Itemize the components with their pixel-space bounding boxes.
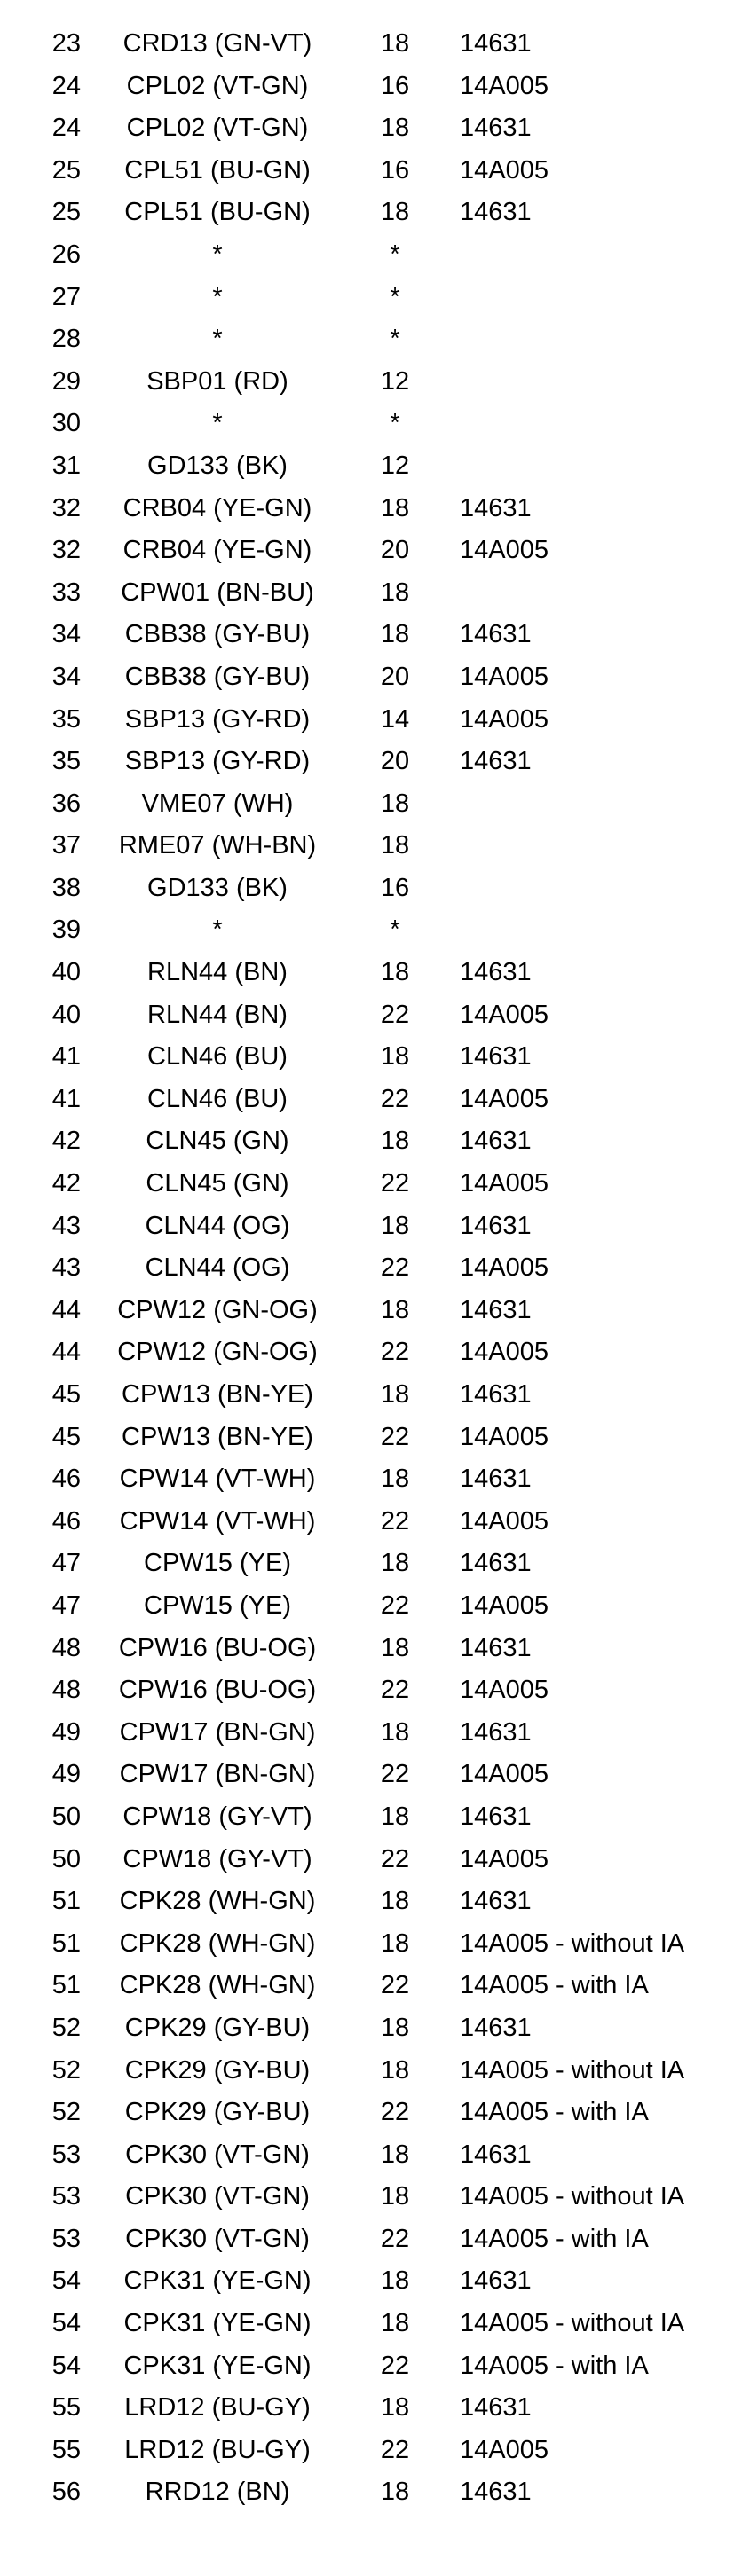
table-row [0, 234, 742, 277]
table-row [0, 66, 742, 108]
harness-note: 14631 [460, 1717, 532, 1747]
pin-number: 53 [51, 2140, 81, 2169]
harness-note: 14A005 - with IA [460, 2098, 649, 2127]
harness-note: 14631 [460, 747, 532, 776]
harness-note: 14631 [460, 958, 532, 987]
circuit-code: CPW12 (GN-OG) [117, 1338, 318, 1367]
wire-gauge: 22 [380, 1000, 410, 1029]
table-row [0, 2050, 742, 2093]
table-row [0, 2007, 742, 2050]
table-row [0, 1543, 742, 1585]
table-row [0, 614, 742, 656]
harness-note: 14A005 [460, 662, 549, 691]
wire-gauge: 16 [380, 71, 410, 100]
harness-note: 14631 [460, 493, 532, 522]
pin-number: 49 [51, 1760, 81, 1789]
wire-gauge: 22 [380, 1506, 410, 1535]
table-row [0, 783, 742, 826]
pin-number: 39 [51, 915, 81, 945]
harness-note: 14A005 [460, 1844, 549, 1873]
circuit-code: SBP13 (GY-RD) [124, 747, 311, 776]
circuit-code: RRD12 (BN) [145, 2478, 290, 2507]
wire-gauge: 22 [380, 1422, 410, 1451]
circuit-code: CPW01 (BN-BU) [121, 577, 314, 607]
pin-number: 51 [51, 1971, 81, 2000]
circuit-code: CPK31 (YE-GN) [123, 2309, 312, 2338]
wire-gauge: 22 [380, 1971, 410, 2000]
harness-note: 14631 [460, 1042, 532, 1072]
table-row [0, 1079, 742, 1121]
table-row [0, 361, 742, 404]
pin-number: 32 [51, 493, 81, 522]
harness-note: 14A005 [460, 1676, 549, 1705]
pin-number: 52 [51, 2013, 81, 2042]
wire-gauge: 22 [380, 1590, 410, 1620]
wire-gauge: 18 [380, 577, 410, 607]
circuit-code: RLN44 (BN) [147, 1000, 288, 1029]
pin-number: 52 [51, 2055, 81, 2085]
table-row [0, 1881, 742, 1923]
pin-number: 43 [51, 1253, 81, 1283]
table-row [0, 1036, 742, 1079]
table-row [0, 1290, 742, 1332]
wire-gauge: 18 [380, 1633, 410, 1662]
pin-number: 54 [51, 2309, 81, 2338]
harness-note: 14A005 [460, 155, 549, 185]
wire-gauge: 22 [380, 1676, 410, 1705]
circuit-code: CPW16 (BU-OG) [118, 1676, 317, 1705]
pin-number: 26 [51, 240, 81, 269]
pin-number: 55 [51, 2393, 81, 2423]
circuit-code: CLN45 (GN) [146, 1169, 289, 1198]
harness-note: 14A005 [460, 1084, 549, 1113]
circuit-code: CPK31 (YE-GN) [123, 2351, 312, 2380]
harness-note: 14A005 - with IA [460, 1971, 649, 2000]
table-row [0, 1585, 742, 1628]
harness-note: 14A005 [460, 1760, 549, 1789]
circuit-code: CPK30 (VT-GN) [125, 2140, 310, 2169]
wire-gauge: 18 [380, 493, 410, 522]
table-row [0, 1206, 742, 1248]
table-row [0, 741, 742, 783]
circuit-code: CBB38 (GY-BU) [124, 620, 311, 649]
wire-gauge: 18 [380, 1295, 410, 1324]
wire-gauge: 18 [380, 620, 410, 649]
pin-number: 25 [51, 198, 81, 227]
circuit-code: CPL02 (VT-GN) [126, 71, 309, 100]
wire-gauge: 20 [380, 747, 410, 776]
wire-gauge: 22 [380, 1760, 410, 1789]
pin-number: 40 [51, 1000, 81, 1029]
circuit-code: CPK28 (WH-GN) [119, 1928, 316, 1958]
table-row [0, 488, 742, 530]
harness-note: 14A005 - without IA [460, 2182, 685, 2211]
table-row [0, 1120, 742, 1163]
wire-gauge: 16 [380, 873, 410, 902]
wire-gauge: * [390, 915, 400, 945]
harness-note: 14631 [460, 1802, 532, 1831]
table-row [0, 994, 742, 1037]
harness-note: 14A005 - without IA [460, 2055, 685, 2085]
wire-gauge: 18 [380, 1465, 410, 1494]
wire-gauge: 18 [380, 958, 410, 987]
wire-gauge: 18 [380, 2013, 410, 2042]
wire-gauge: 18 [380, 2478, 410, 2507]
table-row [0, 2092, 742, 2134]
harness-note: 14A005 [460, 536, 549, 565]
circuit-code: CPK29 (GY-BU) [124, 2055, 311, 2085]
harness-note: 14631 [460, 620, 532, 649]
table-row [0, 1965, 742, 2007]
harness-note: 14631 [460, 29, 532, 58]
pin-number: 54 [51, 2266, 81, 2296]
pin-number: 28 [51, 325, 81, 354]
table-row [0, 1669, 742, 1712]
harness-note: 14631 [460, 114, 532, 143]
wire-gauge: 22 [380, 2098, 410, 2127]
table-row [0, 1923, 742, 1966]
table-row [0, 1712, 742, 1755]
harness-note: 14A005 - with IA [460, 2224, 649, 2253]
table-row [0, 192, 742, 234]
circuit-code: CPL02 (VT-GN) [126, 114, 309, 143]
wire-gauge: 22 [380, 2224, 410, 2253]
pin-number: 31 [51, 451, 81, 480]
circuit-code: CLN46 (BU) [147, 1042, 288, 1072]
table-row [0, 403, 742, 445]
pin-number: 50 [51, 1802, 81, 1831]
table-row [0, 572, 742, 615]
pin-number: 47 [51, 1590, 81, 1620]
circuit-code: CPW12 (GN-OG) [117, 1295, 318, 1324]
wire-gauge: 12 [380, 451, 410, 480]
circuit-code: CPL51 (BU-GN) [124, 198, 311, 227]
wire-gauge: 20 [380, 662, 410, 691]
circuit-code: CPK30 (VT-GN) [125, 2182, 310, 2211]
table-row [0, 909, 742, 952]
table-row [0, 1839, 742, 1881]
pin-number: 24 [51, 114, 81, 143]
circuit-code: CLN46 (BU) [147, 1084, 288, 1113]
harness-note: 14631 [460, 1465, 532, 1494]
circuit-code: CLN44 (OG) [145, 1253, 290, 1283]
harness-note: 14631 [460, 2393, 532, 2423]
wire-gauge: 22 [380, 1084, 410, 1113]
table-row [0, 2176, 742, 2219]
table-row [0, 150, 742, 192]
table-row [0, 2134, 742, 2177]
table-row [0, 2387, 742, 2430]
circuit-code: CPW15 (YE) [144, 1549, 291, 1578]
harness-note: 14A005 [460, 1338, 549, 1367]
circuit-code: CPW16 (BU-OG) [118, 1633, 317, 1662]
wire-gauge: 18 [380, 1717, 410, 1747]
circuit-code: SBP01 (RD) [146, 366, 288, 396]
circuit-code: CPK29 (GY-BU) [124, 2098, 311, 2127]
circuit-code: CPW15 (YE) [144, 1590, 291, 1620]
circuit-code: GD133 (BK) [147, 873, 288, 902]
table-row [0, 1458, 742, 1501]
circuit-code: CPW14 (VT-WH) [119, 1506, 316, 1535]
pin-number: 34 [51, 662, 81, 691]
circuit-code: RLN44 (BN) [147, 958, 288, 987]
circuit-code: * [212, 915, 223, 945]
circuit-code: * [212, 240, 223, 269]
wire-gauge: 18 [380, 1127, 410, 1156]
wire-gauge: 18 [380, 1887, 410, 1916]
pin-number: 53 [51, 2182, 81, 2211]
circuit-code: CPK28 (WH-GN) [119, 1971, 316, 2000]
harness-note: 14631 [460, 1549, 532, 1578]
harness-note: 14A005 [460, 2435, 549, 2464]
circuit-code: CPW17 (BN-GN) [119, 1760, 316, 1789]
pin-number: 24 [51, 71, 81, 100]
table-row [0, 2260, 742, 2303]
table-row [0, 277, 742, 319]
table-row [0, 952, 742, 994]
pin-number: 25 [51, 155, 81, 185]
pin-number: 45 [51, 1380, 81, 1409]
pin-number: 56 [51, 2478, 81, 2507]
pin-number: 37 [51, 831, 81, 860]
wire-gauge: 18 [380, 2140, 410, 2169]
connector-pinout-table [0, 23, 742, 2514]
pin-number: 50 [51, 1844, 81, 1873]
pin-number: 51 [51, 1887, 81, 1916]
table-row [0, 2219, 742, 2261]
circuit-code: CLN45 (GN) [146, 1127, 289, 1156]
circuit-code: CPW13 (BN-YE) [122, 1422, 313, 1451]
circuit-code: VME07 (WH) [141, 789, 294, 818]
wire-gauge: * [390, 409, 400, 438]
wire-gauge: 18 [380, 1042, 410, 1072]
circuit-code: RME07 (WH-BN) [118, 831, 317, 860]
harness-note: 14631 [460, 1887, 532, 1916]
harness-note: 14631 [460, 1633, 532, 1662]
circuit-code: SBP13 (GY-RD) [124, 704, 311, 734]
harness-note: 14631 [460, 1380, 532, 1409]
harness-note: 14A005 [460, 71, 549, 100]
wire-gauge: 18 [380, 2393, 410, 2423]
wire-gauge: 18 [380, 1928, 410, 1958]
harness-note: 14A005 [460, 1000, 549, 1029]
table-row [0, 530, 742, 572]
pin-number: 48 [51, 1633, 81, 1662]
table-row [0, 2345, 742, 2388]
pin-number: 45 [51, 1422, 81, 1451]
pin-number: 38 [51, 873, 81, 902]
wire-gauge: 18 [380, 2182, 410, 2211]
wire-gauge: 22 [380, 2351, 410, 2380]
table-row [0, 656, 742, 699]
pin-number: 35 [51, 704, 81, 734]
circuit-code: * [212, 409, 223, 438]
wire-gauge: 22 [380, 1169, 410, 1198]
circuit-code: CRB04 (YE-GN) [122, 493, 312, 522]
wire-gauge: 22 [380, 1338, 410, 1367]
table-row [0, 1796, 742, 1839]
pin-number: 36 [51, 789, 81, 818]
harness-note: 14631 [460, 2478, 532, 2507]
circuit-code: CBB38 (GY-BU) [124, 662, 311, 691]
wire-gauge: 18 [380, 831, 410, 860]
table-row [0, 1754, 742, 1796]
pin-number: 52 [51, 2098, 81, 2127]
wire-gauge: 18 [380, 1211, 410, 1240]
pin-number: 48 [51, 1676, 81, 1705]
table-row [0, 1417, 742, 1459]
pin-number: 46 [51, 1465, 81, 1494]
wire-gauge: 14 [380, 704, 410, 734]
table-row [0, 23, 742, 66]
circuit-code: CPW14 (VT-WH) [119, 1465, 316, 1494]
circuit-code: CPW13 (BN-YE) [122, 1380, 313, 1409]
harness-note: 14A005 [460, 1169, 549, 1198]
harness-note: 14A005 - with IA [460, 2351, 649, 2380]
table-row [0, 445, 742, 488]
wire-gauge: 12 [380, 366, 410, 396]
circuit-code: CPK29 (GY-BU) [124, 2013, 311, 2042]
table-row [0, 1331, 742, 1374]
harness-note: 14631 [460, 198, 532, 227]
pin-number: 33 [51, 577, 81, 607]
table-row [0, 2303, 742, 2345]
pin-number: 49 [51, 1717, 81, 1747]
circuit-code: CPW17 (BN-GN) [119, 1717, 316, 1747]
circuit-code: * [212, 282, 223, 311]
wire-gauge: 18 [380, 789, 410, 818]
pin-number: 42 [51, 1127, 81, 1156]
harness-note: 14631 [460, 1211, 532, 1240]
pin-number: 41 [51, 1042, 81, 1072]
table-row [0, 1628, 742, 1670]
harness-note: 14631 [460, 1295, 532, 1324]
wire-gauge: 22 [380, 1253, 410, 1283]
pin-number: 44 [51, 1295, 81, 1324]
table-row [0, 1501, 742, 1543]
circuit-code: LRD12 (BU-GY) [124, 2435, 311, 2464]
wire-gauge: 18 [380, 114, 410, 143]
harness-note: 14A005 [460, 1422, 549, 1451]
harness-note: 14631 [460, 2013, 532, 2042]
wire-gauge: 18 [380, 29, 410, 58]
wire-gauge: 22 [380, 1844, 410, 1873]
pin-number: 23 [51, 29, 81, 58]
circuit-code: CRB04 (YE-GN) [122, 536, 312, 565]
harness-note: 14631 [460, 2266, 532, 2296]
wire-gauge: * [390, 282, 400, 311]
circuit-code: * [212, 325, 223, 354]
wire-gauge: 18 [380, 1549, 410, 1578]
circuit-code: CRD13 (GN-VT) [122, 29, 312, 58]
wire-gauge: 18 [380, 198, 410, 227]
harness-note: 14A005 - without IA [460, 2309, 685, 2338]
table-row [0, 825, 742, 868]
pin-number: 35 [51, 747, 81, 776]
wire-gauge: 18 [380, 1802, 410, 1831]
pin-number: 47 [51, 1549, 81, 1578]
pin-number: 53 [51, 2224, 81, 2253]
circuit-code: CPW18 (GY-VT) [122, 1802, 312, 1831]
pin-number: 42 [51, 1169, 81, 1198]
harness-note: 14A005 [460, 1253, 549, 1283]
wire-gauge: 20 [380, 536, 410, 565]
pin-number: 43 [51, 1211, 81, 1240]
pin-number: 46 [51, 1506, 81, 1535]
pin-number: 44 [51, 1338, 81, 1367]
harness-note: 14A005 - without IA [460, 1928, 685, 1958]
harness-note: 14631 [460, 1127, 532, 1156]
harness-note: 14A005 [460, 1590, 549, 1620]
table-row [0, 2430, 742, 2472]
table-row [0, 699, 742, 742]
table-row [0, 1374, 742, 1417]
harness-note: 14A005 [460, 1506, 549, 1535]
pin-number: 51 [51, 1928, 81, 1958]
circuit-code: GD133 (BK) [147, 451, 288, 480]
pin-number: 40 [51, 958, 81, 987]
table-row [0, 868, 742, 910]
circuit-code: CPK28 (WH-GN) [119, 1887, 316, 1916]
wire-gauge: 18 [380, 1380, 410, 1409]
table-row [0, 1163, 742, 1206]
circuit-code: CPK30 (VT-GN) [125, 2224, 310, 2253]
harness-note: 14A005 [460, 704, 549, 734]
table-row [0, 2471, 742, 2514]
wire-gauge: 22 [380, 2435, 410, 2464]
circuit-code: CPW18 (GY-VT) [122, 1844, 312, 1873]
circuit-code: CPL51 (BU-GN) [124, 155, 311, 185]
pin-number: 30 [51, 409, 81, 438]
circuit-code: LRD12 (BU-GY) [124, 2393, 311, 2423]
wire-gauge: 16 [380, 155, 410, 185]
pin-number: 32 [51, 536, 81, 565]
wire-gauge: * [390, 325, 400, 354]
wire-gauge: 18 [380, 2266, 410, 2296]
pin-number: 34 [51, 620, 81, 649]
table-row [0, 318, 742, 361]
pin-number: 41 [51, 1084, 81, 1113]
circuit-code: CLN44 (OG) [145, 1211, 290, 1240]
wire-gauge: 18 [380, 2055, 410, 2085]
pin-number: 55 [51, 2435, 81, 2464]
harness-note: 14631 [460, 2140, 532, 2169]
table-row [0, 1247, 742, 1290]
pin-number: 29 [51, 366, 81, 396]
circuit-code: CPK31 (YE-GN) [123, 2266, 312, 2296]
table-row [0, 107, 742, 150]
pin-number: 54 [51, 2351, 81, 2380]
pin-number: 27 [51, 282, 81, 311]
wire-gauge: 18 [380, 2309, 410, 2338]
wire-gauge: * [390, 240, 400, 269]
